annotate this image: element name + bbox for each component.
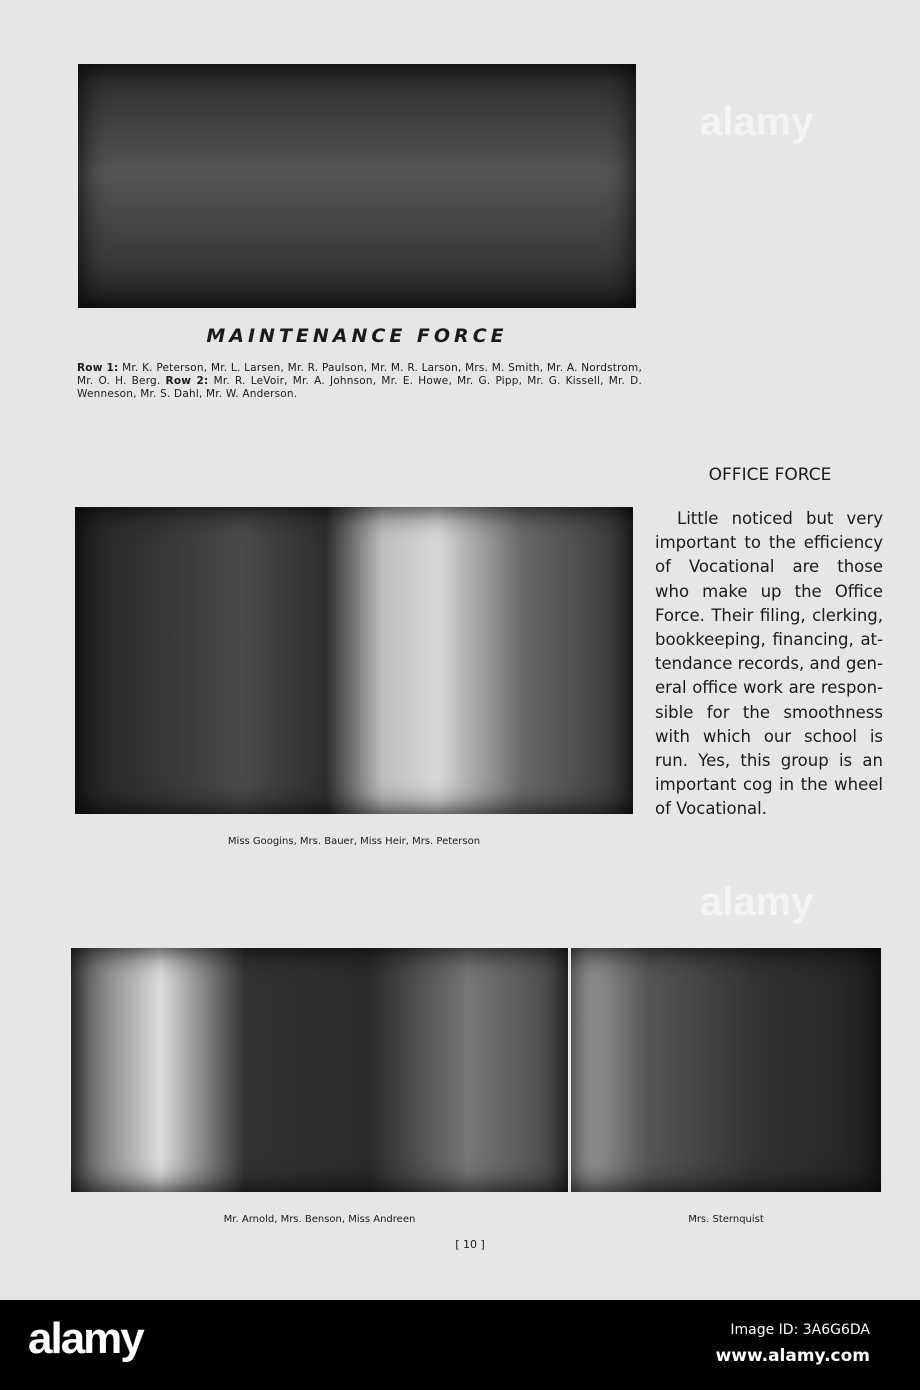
page-number: [ 10 ]: [455, 1238, 485, 1251]
watermark: alamy: [700, 880, 814, 924]
site-url[interactable]: www.alamy.com: [715, 1346, 870, 1366]
alamy-logo: alamy: [28, 1314, 143, 1363]
row2-names: Mr. R. LeVoir, Mr. A. Johnson, Mr. E. Howe, Mr. G. Pipp, Mr. G. Kissell, Mr. D. Wenneson, Mr. S. Dahl, Mr. W. Anderson.: [77, 375, 642, 400]
image-id: Image ID: 3A6G6DA: [730, 1322, 870, 1338]
bottom-right-photo: [571, 948, 881, 1192]
maintenance-force-photo: [78, 64, 636, 308]
office-photo-caption: Miss Googins, Mrs. Bauer, Miss Heir, Mrs. Peterson: [227, 836, 481, 847]
maintenance-names: [77, 362, 642, 401]
bottom-left-caption: Mr. Arnold, Mrs. Benson, Miss Andreen: [223, 1214, 416, 1225]
footer-bar: [0, 1300, 920, 1390]
row1-names: Mr. K. Peterson, Mr. L. Larsen, Mr. R. Paulson, Mr. M. R. Larson, Mrs. M. Smith, Mr. A. Nordstrom, Mr. O. H. Berg.: [77, 362, 642, 387]
row2-label: Row 2:: [165, 375, 209, 387]
bottom-left-photo: [71, 948, 568, 1192]
bottom-right-caption: Mrs. Sternquist: [688, 1214, 764, 1225]
row1-label: Row 1:: [77, 362, 119, 374]
office-body: Little noticed but very important to the efficiency of Vocational are those who make up the Office Force. Their filing, clerking, bookkeeping, financing, attendance records, and general office work are responsible for the smoothness with which our school is run. Yes, this group is an important cog in the wheel of Vocational.: [655, 509, 883, 819]
office-heading: OFFICE FORCE: [708, 465, 832, 485]
maintenance-title: MAINTENANCE FORCE: [206, 325, 508, 347]
watermark: alamy: [700, 100, 814, 144]
office-force-photo: [75, 507, 633, 814]
